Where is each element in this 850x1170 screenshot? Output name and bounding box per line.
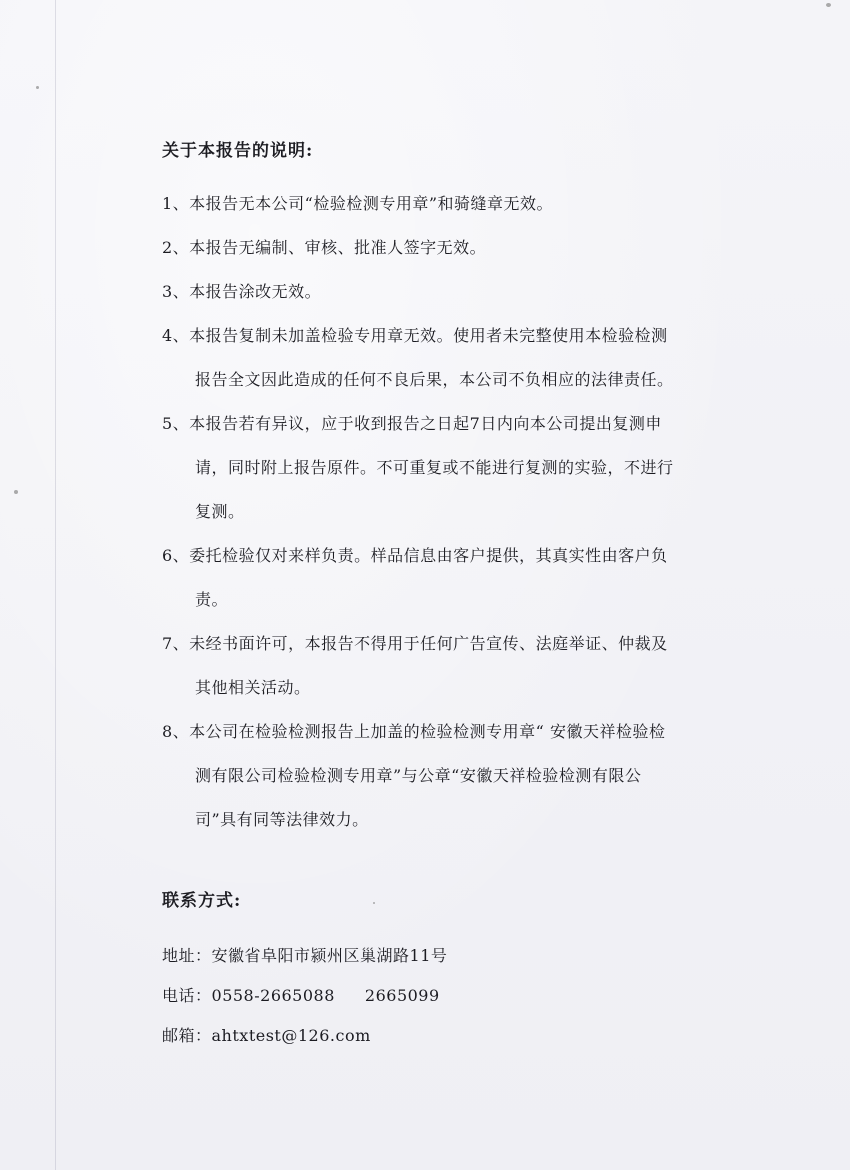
note-text: 5、本报告若有异议，应于收到报告之日起7日内向本公司提出复测申 — [162, 414, 662, 433]
note-item — [162, 402, 762, 534]
scan-speck — [826, 3, 831, 7]
note-text-continued: 司”具有同等法律效力。 — [195, 810, 369, 829]
address-label: 地址： — [162, 946, 212, 965]
email-value: ahtxtest@126.com — [211, 1026, 371, 1045]
contact-title: 联系方式: — [162, 891, 242, 911]
note-item — [162, 710, 762, 842]
note-text: 3、本报告涂改无效。 — [162, 282, 322, 301]
note-text: 1、本报告无本公司“检验检测专用章”和骑缝章无效。 — [162, 194, 554, 213]
email-row — [162, 1016, 762, 1056]
note-text-continued: 测有限公司检验检测专用章”与公章“安徽天祥检验检测有限公 — [195, 766, 642, 785]
phone-number-primary: 0558-2665088 — [211, 986, 335, 1005]
phone-label: 电话： — [162, 986, 212, 1005]
notes-title: 关于本报告的说明: — [162, 141, 314, 161]
page-edge-line — [55, 0, 56, 1170]
note-text-continued: 复测。 — [195, 502, 245, 521]
note-text: 6、委托检验仅对来样负责。样品信息由客户提供，其真实性由客户负 — [162, 546, 668, 565]
note-item — [162, 270, 762, 314]
note-item — [162, 314, 762, 402]
address-row — [162, 936, 762, 976]
scan-speck — [36, 86, 39, 89]
note-text-continued: 请，同时附上报告原件。不可重复或不能进行复测的实验，不进行 — [195, 458, 674, 477]
note-text-continued: 其他相关活动。 — [195, 678, 311, 697]
note-text: 7、未经书面许可，本报告不得用于任何广告宣传、法庭举证、仲裁及 — [162, 634, 668, 653]
note-text-continued: 责。 — [195, 590, 229, 609]
report-notes — [162, 138, 762, 1056]
email-label: 邮箱： — [162, 1026, 212, 1045]
note-text-continued: 报告全文因此造成的任何不良后果，本公司不负相应的法律责任。 — [195, 370, 674, 389]
note-item — [162, 622, 762, 710]
scan-speck — [14, 490, 18, 494]
note-item — [162, 226, 762, 270]
note-text: 8、本公司在检验检测报告上加盖的检验检测专用章“ 安徽天祥检验检 — [162, 722, 666, 741]
notes-list — [162, 182, 762, 842]
note-item — [162, 534, 762, 622]
phone-number-secondary: 2665099 — [364, 986, 440, 1005]
address-value: 安徽省阜阳市颍州区巢湖路11号 — [211, 946, 448, 965]
note-text: 2、本报告无编制、审核、批准人签字无效。 — [162, 238, 487, 257]
note-text: 4、本报告复制未加盖检验专用章无效。使用者未完整使用本检验检测 — [162, 326, 668, 345]
phone-row — [162, 976, 762, 1016]
note-item — [162, 182, 762, 226]
